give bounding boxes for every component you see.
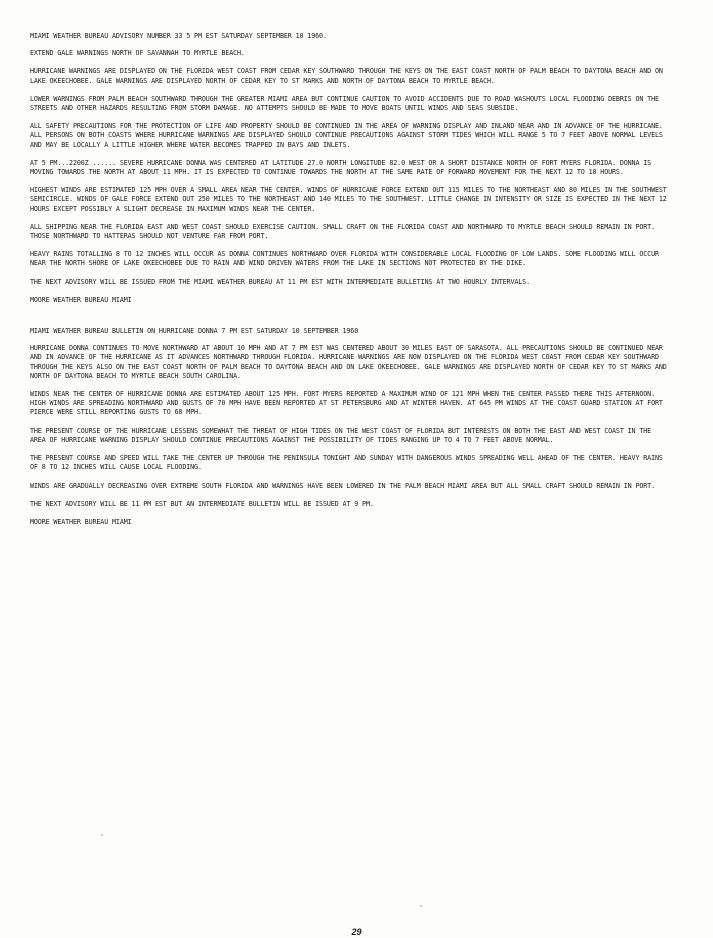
bulletin-paragraph: WINDS NEAR THE CENTER OF HURRICANE DONNA ARE ESTIMATED ABOUT 125 MPH. FORT MYERS REPORTED A MAXIMUM WIND OF 121 MPH WHEN THE CENTER PASSED THERE THIS AFTERNOON. HIGH WINDS ARE SPREADING NORTHWARD AND GUSTS OF 70 MPH HAVE BEEN REPORTED AT ST PETERSBURG AND AT WINTER HAVEN. AT 645 PM WINDS AT THE COAST GUARD STATION AT FORT PIERCE WERE STILL REPORTING GUSTS TO 68 MPH. — [30, 390, 663, 417]
advisory-paragraph: AT 5 PM...2200Z ...... SEVERE HURRICANE DONNA WAS CENTERED AT LATITUDE 27.0 NORTH LONGITUDE 82.0 WEST OR A SHORT DISTANCE NORTH OF FORT MYERS FLORIDA. DONNA IS MOVING TOWARDS THE NORTH AT ABOUT 11 MPH. IT IS EXPECTED TO CONTINUE TOWARDS THE NORTH AT THE SAME RATE OF FORWARD MOVEMENT FOR THE NEXT 12 TO 18 HOURS. — [30, 158, 652, 177]
advisory-paragraph: HIGHEST WINDS ARE ESTIMATED 125 MPH OVER A SMALL AREA NEAR THE CENTER. WINDS OF HURRICANE FORCE EXTEND OUT 115 MILES TO THE NORTHEAST AND 80 MILES IN THE SOUTHWEST SEMICIRCLE. WINDS OF GALE FORCE EXTEND OUT 250 MILES TO THE NORTHEAST AND 140 MILES TO THE SOUTHWEST. LITTLE CHANGE IN INTENSITY OR SIZE IS EXPECTED IN THE NEXT 12 HOURS EXCEPT POSSIBLY A SLIGHT DECREASE IN MAXIMUM WINDS NEAR THE CENTER. — [30, 186, 667, 213]
advisory-paragraph: EXTEND GALE WARNINGS NORTH OF SAVANNAH TO MYRTLE BEACH. — [30, 49, 245, 58]
advisory-paragraph: ALL SAFETY PRECAUTIONS FOR THE PROTECTION OF LIFE AND PROPERTY SHOULD BE CONTINUED IN THE AREA OF WARNING DISPLAY AND INLAND NEAR AND IN ADVANCE OF THE HURRICANE. ALL PERSONS ON BOTH COASTS WHERE HURRICANE WARNINGS ARE DISPLAYED SHOULD CONTINUE PRECAUTIONS AGAINST STORM TIDES WHICH WILL RANGE 5 TO 7 FEET ABOVE NORMAL LEVELS AND MAY BE LOCALLY A LITTLE HIGHER WHERE WATER BECOMES TRAPPED IN BAYS AND INLETS. — [30, 122, 663, 149]
scan-speck — [420, 905, 422, 907]
advisory-paragraph: LOWER WARNINGS FROM PALM BEACH SOUTHWARD THROUGH THE GREATER MIAMI AREA BUT CONTINUE CAUTION TO AVOID ACCIDENTS DUE TO ROAD WASHOUTS LOCAL FLOODING DEBRIS ON THE STREETS AND OTHER HAZARDS RESULTING FROM STORM DAMAGE. NO ATTEMPTS SHOULD BE MADE TO MOVE BOATS UNTIL WINDS AND SEAS SUBSIDE. — [30, 94, 659, 113]
advisory-33 — [30, 32, 670, 305]
document-body — [30, 32, 670, 536]
bulletin-paragraph: THE PRESENT COURSE AND SPEED WILL TAKE THE CENTER UP THROUGH THE PENINSULA TONIGHT AND SUNDAY WITH DANGEROUS WINDS SPREADING WELL AHEAD OF THE CENTER. HEAVY RAINS OF 8 TO 12 INCHES WILL CAUSE LOCAL FLOODING. — [30, 454, 663, 472]
bulletin-title: MIAMI WEATHER BUREAU BULLETIN ON HURRICANE DONNA 7 PM EST SATURDAY 10 SEPTEMBER 1960 — [30, 327, 359, 336]
bulletin-paragraph: THE PRESENT COURSE OF THE HURRICANE LESSENS SOMEWHAT THE THREAT OF HIGH TIDES ON THE WEST COAST OF FLORIDA BUT INTERESTS ON BOTH THE EAST AND WEST COAST IN THE AREA OF HURRICANE WARNING DISPLAY SHOULD CONTINUE PRECAUTIONS AGAINST THE POSSIBILITY OF TIDES RANGING UP TO 4 TO 7 FEET ABOVE NORMAL. — [30, 426, 652, 444]
scan-speck — [101, 834, 103, 836]
advisory-title: MIAMI WEATHER BUREAU ADVISORY NUMBER 33 5 PM EST SATURDAY SEPTEMBER 10 1960. — [30, 32, 327, 40]
bulletin-paragraph: THE NEXT ADVISORY WILL BE 11 PM EST BUT AN INTERMEDIATE BULLETIN WILL BE ISSUED AT 9 PM. — [30, 499, 374, 508]
section-gap — [30, 314, 670, 327]
advisory-paragraph: HEAVY RAINS TOTALLING 8 TO 12 INCHES WILL OCCUR AS DONNA CONTINUES NORTHWARD OVER FLORIDA WITH CONSIDERABLE LOCAL FLOODING OF LOW LANDS. SOME FLOODING WILL OCCUR NEAR THE NORTH SHORE OF LAKE OKEECHOBEE DUE TO RAIN AND WIND DRIVEN WATERS FROM THE LAKE IN SECTIONS NOT PROTECTED BY THE DIKE. — [30, 250, 659, 268]
advisory-paragraph: THE NEXT ADVISORY WILL BE ISSUED FROM THE MIAMI WEATHER BUREAU AT 11 PM EST WITH INTERMEDIATE BULLETINS AT TWO HOURLY INTERVALS. — [30, 277, 530, 286]
bulletin-signature: MOORE WEATHER BUREAU MIAMI — [30, 517, 132, 526]
advisory-signature: MOORE WEATHER BUREAU MIAMI — [30, 295, 132, 304]
page-number: 29 — [351, 927, 362, 937]
advisory-paragraph: ALL SHIPPING NEAR THE FLORIDA EAST AND WEST COAST SHOULD EXERCISE CAUTION. SMALL CRAFT ON THE FLORIDA COAST AND NORTHWARD TO MYRTLE BEACH SHOULD REMAIN IN PORT. THOSE NORTHWARD TO HATTERAS SHOULD NOT VENTURE FAR FROM PORT. — [30, 222, 655, 241]
bulletin-paragraph: HURRICANE DONNA CONTINUES TO MOVE NORTHWARD AT ABOUT 10 MPH AND AT 7 PM EST WAS CENTERED ABOUT 30 MILES EAST OF SARASOTA. ALL PRECAUTIONS SHOULD BE CONTINUED NEAR AND IN ADVANCE OF THE HURRICANE AS IT ADVANCES NORTHWARD THROUGH FLORIDA. HURRICANE WARNINGS ARE NOW DISPLAYED ON THE FLORIDA WEST COAST FROM CEDAR KEY SOUTHWARD THROUGH THE KEYS ALSO ON THE EAST COAST NORTH OF PALM BEACH TO DAYTONA BEACH AND ON LAKE OKEECHOBEE. GALE WARNINGS ARE DISPLAYED NORTH OF CEDAR KEY TO ST MARKS AND NORTH OF DAYTONA BEACH TO MYRTLE BEACH SOUTH CAROLINA. — [30, 344, 667, 380]
bulletin-paragraph: WINDS ARE GRADUALLY DECREASING OVER EXTREME SOUTH FLORIDA AND WARNINGS HAVE BEEN LOWERED IN THE PALM BEACH MIAMI AREA BUT ALL SMALL CRAFT SHOULD REMAIN IN PORT. — [30, 481, 655, 490]
advisory-paragraph: HURRICANE WARNINGS ARE DISPLAYED ON THE FLORIDA WEST COAST FROM CEDAR KEY SOUTHWARD THROUGH THE KEYS ON THE EAST COAST NORTH OF PALM BEACH TO DAYTONA BEACH AND ON LAKE OKEECHOBEE. GALE WARNINGS ARE DISPLAYED NORTH OF CEDAR KEY TO ST MARKS AND NORTH OF DAYTONA BEACH TO MYRTLE BEACH. — [30, 67, 663, 85]
bulletin-7pm — [30, 327, 670, 527]
